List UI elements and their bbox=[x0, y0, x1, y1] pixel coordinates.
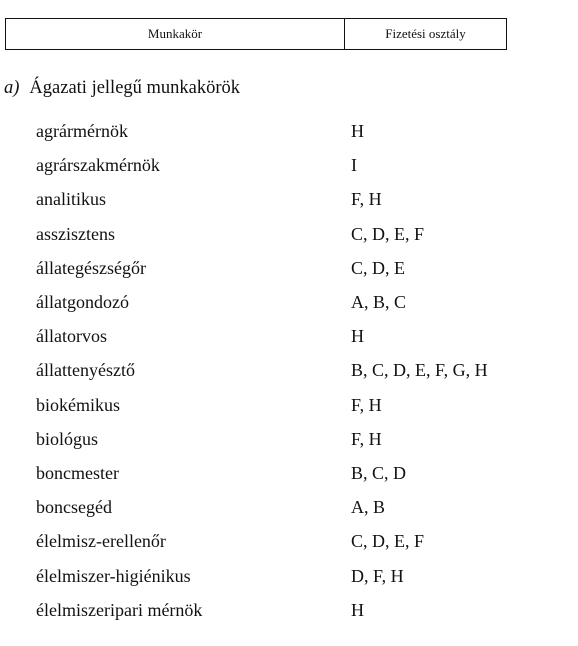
pay-grade: H bbox=[351, 599, 364, 620]
pay-grade: C, D, E, F bbox=[351, 223, 425, 244]
table-row bbox=[0, 531, 578, 555]
pay-grade: A, B bbox=[351, 497, 386, 518]
pay-grade: C, D, E, F bbox=[351, 531, 425, 552]
table-row bbox=[0, 224, 578, 248]
pay-grade: F, H bbox=[351, 189, 382, 210]
pay-grade: F, H bbox=[351, 428, 382, 449]
job-title: biológus bbox=[36, 428, 99, 449]
pay-grade: I bbox=[351, 155, 357, 176]
pay-grade: B, C, D bbox=[351, 463, 407, 483]
table-row bbox=[0, 155, 578, 179]
pay-grade: H bbox=[351, 326, 364, 347]
table-row bbox=[0, 121, 578, 145]
job-title: agrármérnök bbox=[36, 121, 128, 141]
table-header bbox=[5, 18, 507, 50]
job-title: élelmiszeripari mérnök bbox=[36, 599, 203, 620]
table-row bbox=[0, 360, 578, 384]
table-row bbox=[0, 292, 578, 316]
job-title: agrárszakmérnök bbox=[36, 155, 160, 176]
table-row bbox=[0, 429, 578, 453]
column-header-munkakor: Munkakör bbox=[6, 19, 345, 49]
job-title: biokémikus bbox=[36, 394, 120, 415]
table-row bbox=[0, 258, 578, 282]
section-heading bbox=[4, 78, 240, 99]
table-row bbox=[0, 566, 578, 590]
table-row bbox=[0, 189, 578, 213]
job-title: állatorvos bbox=[36, 326, 107, 347]
pay-grade: H bbox=[351, 121, 364, 141]
pay-grade: A, B, C bbox=[351, 292, 407, 312]
pay-grade: F, H bbox=[351, 394, 382, 415]
job-title: asszisztens bbox=[36, 223, 115, 244]
table-row bbox=[0, 497, 578, 521]
table-row bbox=[0, 326, 578, 350]
table-row bbox=[0, 463, 578, 487]
job-title: állategészségőr bbox=[36, 257, 146, 278]
job-title: élelmisz-erellenőr bbox=[36, 531, 166, 552]
pay-grade: D, F, H bbox=[351, 565, 404, 586]
table-row bbox=[0, 600, 578, 624]
section-marker: a) bbox=[4, 78, 20, 98]
job-title: analitikus bbox=[36, 189, 106, 210]
job-title: élelmiszer-higiénikus bbox=[36, 565, 191, 586]
job-title: állatgondozó bbox=[36, 292, 129, 312]
column-header-fizetesi-osztaly: Fizetési osztály bbox=[385, 26, 466, 41]
pay-grade: B, C, D, E, F, G, H bbox=[351, 360, 488, 381]
job-title: állattenyésztő bbox=[36, 360, 135, 381]
section-title: Ágazati jellegű munkakörök bbox=[29, 78, 241, 98]
job-title: boncmester bbox=[36, 463, 119, 483]
job-title: boncsegéd bbox=[36, 497, 112, 518]
pay-grade: C, D, E bbox=[351, 257, 405, 278]
table-row bbox=[0, 395, 578, 419]
